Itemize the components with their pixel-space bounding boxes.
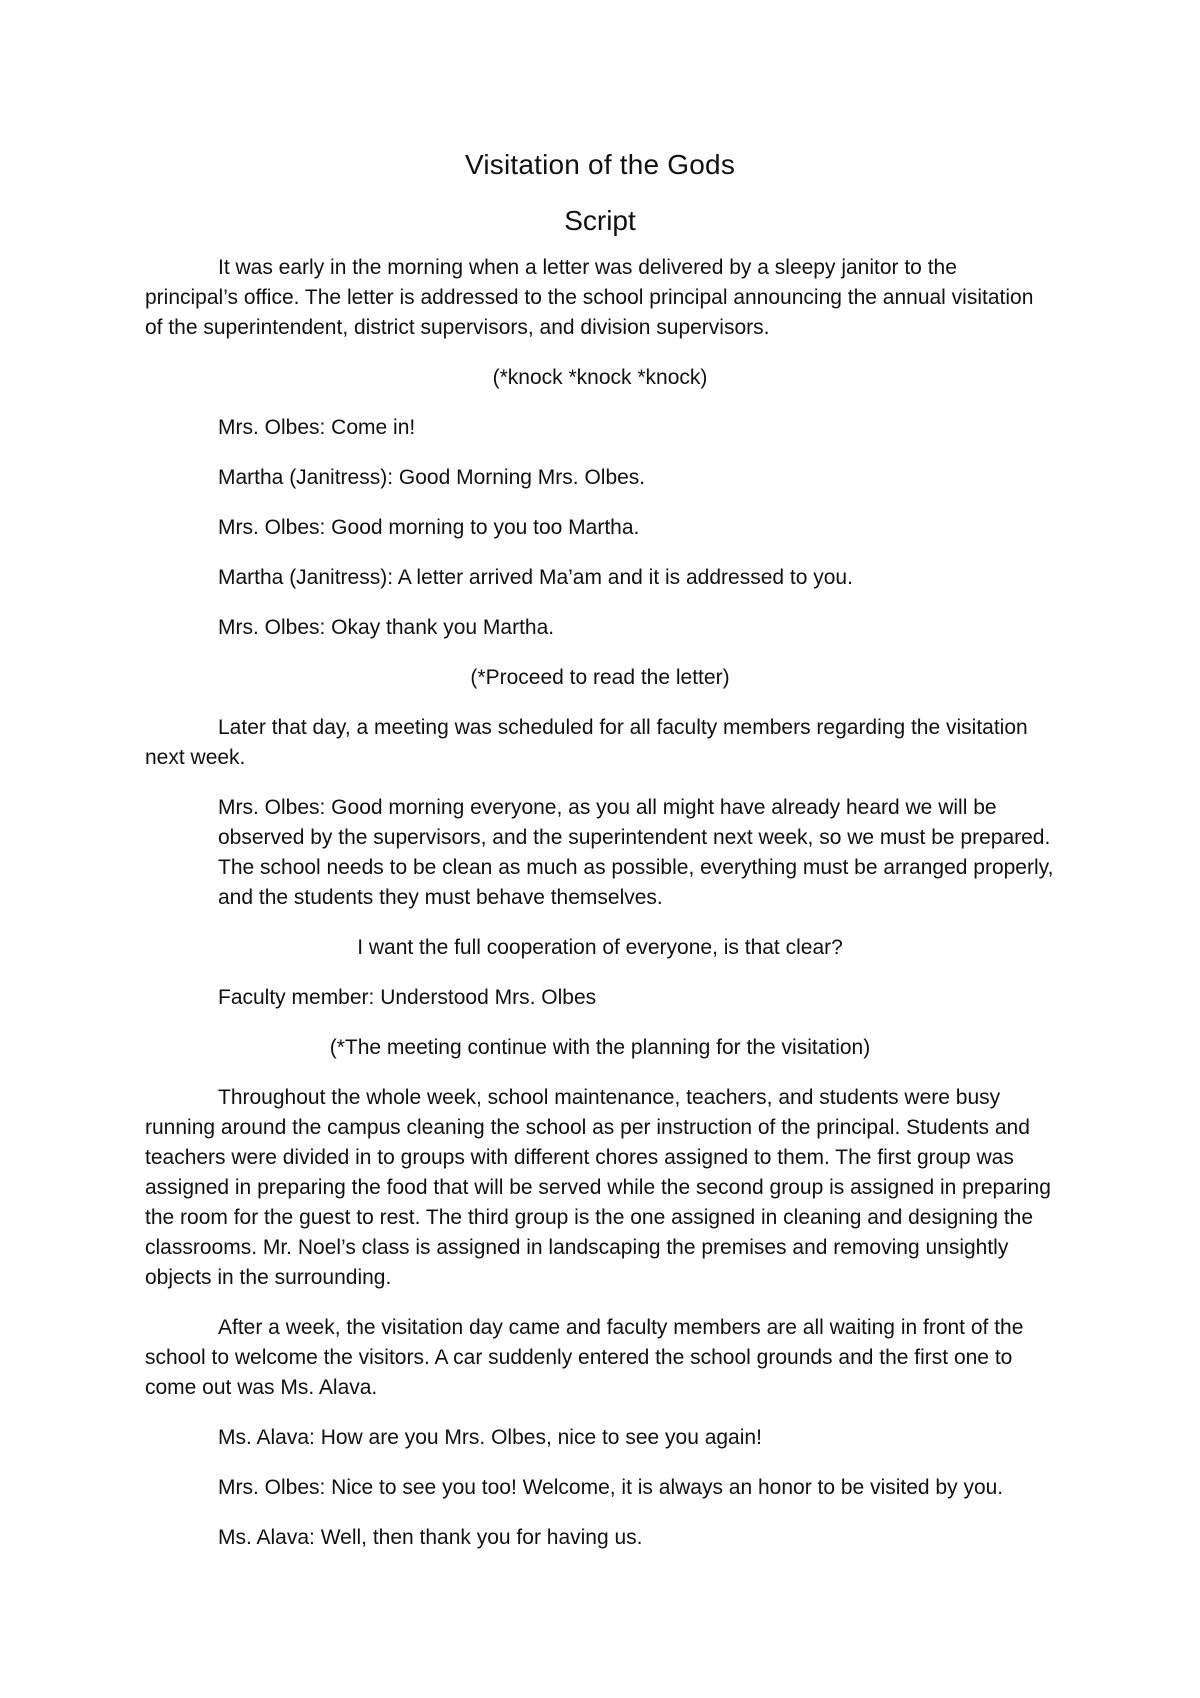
dialogue-line: Ms. Alava: How are you Mrs. Olbes, nice to see you again! bbox=[218, 1426, 762, 1450]
stage-direction: (*knock *knock *knock) bbox=[492, 366, 708, 390]
dialogue-line: Mrs. Olbes: Come in! bbox=[218, 416, 416, 440]
stage-direction: (*Proceed to read the letter) bbox=[470, 666, 730, 690]
dialogue-line: Martha (Janitress): A letter arrived Ma’am and it is addressed to you. bbox=[218, 566, 853, 590]
stage-direction: (*The meeting continue with the planning for the visitation) bbox=[329, 1036, 871, 1060]
dialogue-line: Mrs. Olbes: Okay thank you Martha. bbox=[218, 616, 555, 640]
dialogue-block: Mrs. Olbes: Good morning everyone, as you all might have already heard we will be observed by the supervisors, and the superintendent next week, so we must be prepared. The school needs to be clean as much as possible, everything must be arranged properly, and the students they must behave themselves. bbox=[218, 796, 1054, 910]
dialogue-line: Faculty member: Understood Mrs. Olbes bbox=[218, 986, 597, 1010]
narration-paragraph: It was early in the morning when a letter was delivered by a sleepy janitor to the principal’s office. The letter is addressed to the school principal announcing the annual visitation of the superintendent, district supervisors, and division supervisors. bbox=[145, 256, 1034, 340]
narration-paragraph: After a week, the visitation day came and faculty members are all waiting in front of the school to welcome the visitors. A car suddenly entered the school grounds and the first one to come out was Ms. Alava. bbox=[145, 1316, 1024, 1400]
narration-paragraph: Later that day, a meeting was scheduled for all faculty members regarding the visitation next week. bbox=[145, 716, 1028, 770]
dialogue-line: Mrs. Olbes: Good morning to you too Martha. bbox=[218, 516, 640, 540]
document-title: Visitation of the Gods bbox=[464, 149, 736, 180]
document-subtitle: Script bbox=[564, 204, 636, 236]
dialogue-line: Ms. Alava: Well, then thank you for having us. bbox=[218, 1526, 643, 1550]
dialogue-line: Martha (Janitress): Good Morning Mrs. Olbes. bbox=[218, 466, 646, 490]
dialogue-line: Mrs. Olbes: Nice to see you too! Welcome, it is always an honor to be visited by you. bbox=[218, 1476, 1004, 1500]
narration-paragraph: Throughout the whole week, school maintenance, teachers, and students were busy running around the campus cleaning the school as per instruction of the principal. Students and teachers were divided in to groups with different chores assigned to them. The first group was assigned in preparing the food that will be served while the second group is assigned in preparing the room for the guest to rest. The third group is the one assigned in cleaning and designing the classrooms. Mr. Noel’s class is assigned in landscaping the premises and removing unsightly objects in the surrounding. bbox=[145, 1086, 1051, 1290]
dialogue-continuation: I want the full cooperation of everyone, is that clear? bbox=[357, 936, 843, 960]
